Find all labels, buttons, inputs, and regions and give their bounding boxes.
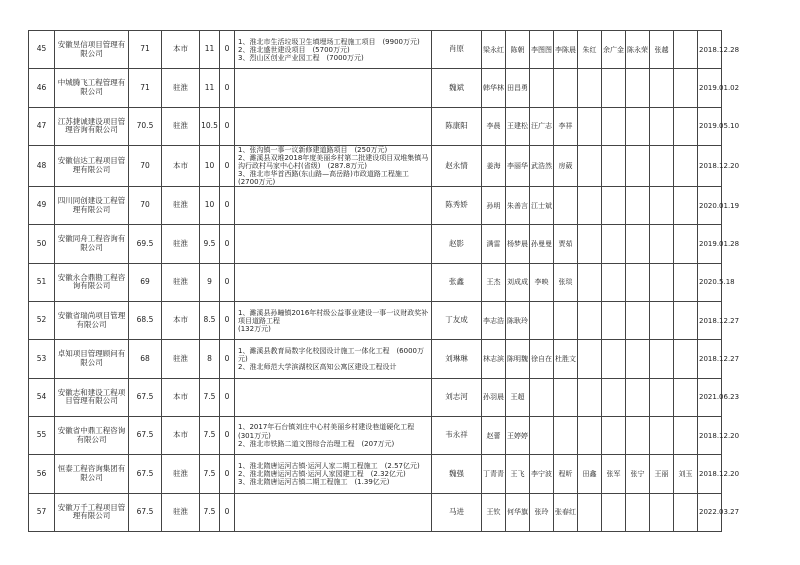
row-number: 49 bbox=[29, 187, 55, 225]
staff-name: 程昕 bbox=[554, 455, 578, 493]
project-list bbox=[235, 145, 432, 186]
staff-name bbox=[626, 145, 650, 186]
staff-name bbox=[578, 187, 602, 225]
staff-name bbox=[602, 69, 626, 107]
staff-name bbox=[578, 225, 602, 263]
project-list bbox=[235, 31, 432, 69]
project-item: 2、濉溪县双堆2018年度美丽乡村第二批建设项目双堆集镇马沟行政村马家中心村(省级) (287.8万元) bbox=[238, 153, 429, 170]
staff-name: 陈明魏 bbox=[506, 340, 530, 378]
table-row bbox=[29, 493, 774, 531]
staff-name bbox=[674, 187, 698, 225]
row-number: 52 bbox=[29, 302, 55, 340]
location: 本市 bbox=[162, 378, 200, 416]
project-manager: 肖原 bbox=[432, 31, 482, 69]
project-item: 1、濉溪县孙疃镇2016年村级公益事业建设一事一议财政奖补项目道路工程 bbox=[238, 308, 429, 325]
table-row bbox=[29, 69, 774, 107]
staff-name: 杜胜文 bbox=[554, 340, 578, 378]
staff-name bbox=[674, 145, 698, 186]
location: 驻淮 bbox=[162, 225, 200, 263]
staff-name: 汪广志 bbox=[530, 107, 554, 145]
staff-name: 李志浩 bbox=[482, 302, 506, 340]
project-manager: 赵影 bbox=[432, 225, 482, 263]
score-b: 0 bbox=[220, 378, 235, 416]
staff-name: 张越 bbox=[650, 31, 674, 69]
registration-date: 2018.12.27 bbox=[698, 302, 722, 340]
staff-name: 张玲 bbox=[530, 493, 554, 531]
staff-name bbox=[674, 263, 698, 301]
project-list bbox=[235, 302, 432, 340]
staff-name: 张军 bbox=[602, 455, 626, 493]
score-b: 0 bbox=[220, 107, 235, 145]
registration-date: 2020.01.19 bbox=[698, 187, 722, 225]
staff-name bbox=[650, 340, 674, 378]
project-item: 3、淮北市华首西路(东山路—高岳路)市政道路工程施工 (2700万元) bbox=[238, 170, 416, 187]
location: 本市 bbox=[162, 31, 200, 69]
staff-name bbox=[554, 187, 578, 225]
table-row bbox=[29, 225, 774, 263]
table-row bbox=[29, 302, 774, 340]
registration-date: 2019.01.28 bbox=[698, 225, 722, 263]
staff-name bbox=[578, 378, 602, 416]
staff-name bbox=[530, 69, 554, 107]
score: 67.5 bbox=[129, 378, 162, 416]
company-name: 卓知项目管理顾问有限公司 bbox=[55, 340, 129, 378]
staff-name bbox=[674, 302, 698, 340]
score-b: 0 bbox=[220, 455, 235, 493]
row-number: 47 bbox=[29, 107, 55, 145]
registration-date: 2018.12.20 bbox=[698, 416, 722, 454]
location: 驻淮 bbox=[162, 187, 200, 225]
staff-name bbox=[554, 69, 578, 107]
table-row bbox=[29, 416, 774, 454]
score-b: 0 bbox=[220, 302, 235, 340]
staff-name: 王婷婷 bbox=[506, 416, 530, 454]
staff-name bbox=[626, 69, 650, 107]
location: 驻淮 bbox=[162, 493, 200, 531]
registration-date: 2018.12.20 bbox=[698, 455, 722, 493]
score-a: 7.5 bbox=[200, 378, 220, 416]
staff-name: 江士斌 bbox=[530, 187, 554, 225]
staff-name: 孙羽晨 bbox=[482, 378, 506, 416]
staff-name: 林志滨 bbox=[482, 340, 506, 378]
score-b: 0 bbox=[220, 187, 235, 225]
row-number: 48 bbox=[29, 145, 55, 186]
staff-name bbox=[650, 302, 674, 340]
staff-name: 满雷 bbox=[482, 225, 506, 263]
score-b: 0 bbox=[220, 263, 235, 301]
staff-name: 陈耿玲 bbox=[506, 302, 530, 340]
registration-date: 2022.03.27 bbox=[698, 493, 722, 531]
staff-name bbox=[626, 493, 650, 531]
project-manager: 刘琳琳 bbox=[432, 340, 482, 378]
score-a: 10 bbox=[200, 145, 220, 186]
score-b: 0 bbox=[220, 416, 235, 454]
company-name: 江苏捷诚建设项目管理咨询有限公司 bbox=[55, 107, 129, 145]
location: 驻淮 bbox=[162, 107, 200, 145]
staff-name bbox=[626, 225, 650, 263]
project-item: (132万元) bbox=[238, 324, 271, 333]
staff-name: 李祥 bbox=[554, 107, 578, 145]
location: 本市 bbox=[162, 302, 200, 340]
staff-name bbox=[602, 378, 626, 416]
score: 68.5 bbox=[129, 302, 162, 340]
staff-name bbox=[602, 145, 626, 186]
staff-name bbox=[578, 107, 602, 145]
project-item: 3、烈山区创业产业园工程 (7000万元) bbox=[238, 53, 364, 62]
project-manager: 韦永祥 bbox=[432, 416, 482, 454]
staff-name: 何华旗 bbox=[506, 493, 530, 531]
row-number: 50 bbox=[29, 225, 55, 263]
project-list bbox=[235, 263, 432, 301]
staff-name bbox=[602, 187, 626, 225]
company-name: 安徽万千工程项目管理有限公司 bbox=[55, 493, 129, 531]
score-a: 7.5 bbox=[200, 416, 220, 454]
staff-name bbox=[602, 493, 626, 531]
company-name: 安徽省瑞尚项目管理有限公司 bbox=[55, 302, 129, 340]
project-list bbox=[235, 416, 432, 454]
score: 69 bbox=[129, 263, 162, 301]
staff-name bbox=[530, 378, 554, 416]
score-b: 0 bbox=[220, 493, 235, 531]
row-number: 53 bbox=[29, 340, 55, 378]
project-item: 1、淮北隋唐运河古镇·运河人家二期工程施工 (2.57亿元) bbox=[238, 461, 420, 470]
company-name: 安徽志和建设工程项目管理有限公司 bbox=[55, 378, 129, 416]
staff-name bbox=[578, 69, 602, 107]
table-row bbox=[29, 455, 774, 493]
company-name: 安徽永合鼎勘工程咨询有限公司 bbox=[55, 263, 129, 301]
score-b: 0 bbox=[220, 31, 235, 69]
score: 71 bbox=[129, 31, 162, 69]
score: 70 bbox=[129, 187, 162, 225]
score: 70.5 bbox=[129, 107, 162, 145]
staff-name: 王钦 bbox=[482, 493, 506, 531]
project-manager: 魏强 bbox=[432, 455, 482, 493]
score-a: 8.5 bbox=[200, 302, 220, 340]
staff-name: 张春红 bbox=[554, 493, 578, 531]
row-number: 57 bbox=[29, 493, 55, 531]
project-manager: 赵永情 bbox=[432, 145, 482, 186]
score-a: 9.5 bbox=[200, 225, 220, 263]
project-list bbox=[235, 493, 432, 531]
staff-name: 李陈晨 bbox=[554, 31, 578, 69]
score-b: 0 bbox=[220, 340, 235, 378]
summary-table bbox=[28, 30, 774, 532]
score-a: 7.5 bbox=[200, 493, 220, 531]
score: 68 bbox=[129, 340, 162, 378]
table-row bbox=[29, 145, 774, 186]
staff-name bbox=[626, 416, 650, 454]
staff-name: 杨梦晨 bbox=[506, 225, 530, 263]
project-manager: 丁友成 bbox=[432, 302, 482, 340]
row-number: 55 bbox=[29, 416, 55, 454]
staff-name: 赵蕾 bbox=[482, 416, 506, 454]
staff-name bbox=[554, 378, 578, 416]
staff-name bbox=[650, 187, 674, 225]
project-list bbox=[235, 187, 432, 225]
registration-date: 2021.06.23 bbox=[698, 378, 722, 416]
staff-name bbox=[650, 69, 674, 107]
staff-name bbox=[626, 187, 650, 225]
table-row bbox=[29, 31, 774, 69]
staff-name bbox=[578, 145, 602, 186]
project-list bbox=[235, 455, 432, 493]
staff-name: 李宁波 bbox=[530, 455, 554, 493]
staff-name: 朱善言 bbox=[506, 187, 530, 225]
project-item: 2、淮北市铁路二道文图综合治理工程 (207万元) bbox=[238, 439, 395, 448]
score: 67.5 bbox=[129, 416, 162, 454]
staff-name bbox=[650, 378, 674, 416]
project-manager: 刘志河 bbox=[432, 378, 482, 416]
table-row bbox=[29, 378, 774, 416]
staff-name: 张琰 bbox=[554, 263, 578, 301]
score: 71 bbox=[129, 69, 162, 107]
staff-name: 王超 bbox=[506, 378, 530, 416]
row-number: 45 bbox=[29, 31, 55, 69]
project-item: 3、淮北隋唐运河古镇二期工程施工 (1.39亿元) bbox=[238, 477, 390, 486]
staff-name bbox=[674, 416, 698, 454]
location: 驻淮 bbox=[162, 69, 200, 107]
staff-name bbox=[626, 340, 650, 378]
staff-name bbox=[602, 225, 626, 263]
staff-name: 姜海 bbox=[482, 145, 506, 186]
staff-name bbox=[530, 416, 554, 454]
table-row bbox=[29, 187, 774, 225]
company-name: 恒泰工程咨询集团有限公司 bbox=[55, 455, 129, 493]
score: 67.5 bbox=[129, 493, 162, 531]
staff-name bbox=[554, 302, 578, 340]
project-manager: 陈秀娇 bbox=[432, 187, 482, 225]
score-a: 8 bbox=[200, 340, 220, 378]
staff-name: 徐自在 bbox=[530, 340, 554, 378]
staff-name bbox=[674, 107, 698, 145]
registration-date: 2018.12.28 bbox=[698, 31, 722, 69]
staff-name: 李丽华 bbox=[506, 145, 530, 186]
location: 驻淮 bbox=[162, 340, 200, 378]
staff-name: 韩华林 bbox=[482, 69, 506, 107]
staff-name: 朱红 bbox=[578, 31, 602, 69]
company-name: 安徽同舟工程咨询有限公司 bbox=[55, 225, 129, 263]
staff-name: 王丽 bbox=[650, 455, 674, 493]
staff-name bbox=[674, 340, 698, 378]
staff-name bbox=[674, 31, 698, 69]
staff-name bbox=[626, 263, 650, 301]
project-item: 1、张沟镇一事一议新修建道路项目 (250万元) bbox=[238, 145, 388, 154]
registration-date: 2019.01.02 bbox=[698, 69, 722, 107]
staff-name: 李图图 bbox=[530, 31, 554, 69]
company-name: 安徽信达工程项目管理有限公司 bbox=[55, 145, 129, 186]
registration-date: 2018.12.20 bbox=[698, 145, 722, 186]
location: 驻淮 bbox=[162, 263, 200, 301]
staff-name: 武浩然 bbox=[530, 145, 554, 186]
staff-name bbox=[626, 107, 650, 145]
staff-name bbox=[602, 302, 626, 340]
score: 67.5 bbox=[129, 455, 162, 493]
project-item: 2、淮北师范大学滨湖校区高知公寓区建设工程设计 bbox=[238, 362, 397, 371]
staff-name bbox=[674, 493, 698, 531]
staff-name bbox=[602, 107, 626, 145]
staff-name bbox=[650, 416, 674, 454]
staff-name bbox=[602, 340, 626, 378]
row-number: 56 bbox=[29, 455, 55, 493]
score-a: 9 bbox=[200, 263, 220, 301]
table-row bbox=[29, 263, 774, 301]
score: 70 bbox=[129, 145, 162, 186]
project-manager: 张鑫 bbox=[432, 263, 482, 301]
project-item: 1、濉溪县教育局数字化校园设计施工一体化工程 (6000万元) bbox=[238, 346, 424, 363]
project-manager: 马进 bbox=[432, 493, 482, 531]
company-name: 中城腾飞工程管理有限公司 bbox=[55, 69, 129, 107]
staff-name bbox=[578, 302, 602, 340]
project-list bbox=[235, 107, 432, 145]
score-a: 11 bbox=[200, 69, 220, 107]
staff-name: 刘玉 bbox=[674, 455, 698, 493]
staff-name bbox=[650, 107, 674, 145]
staff-name: 李映 bbox=[530, 263, 554, 301]
staff-name: 房葳 bbox=[554, 145, 578, 186]
staff-name: 余广金 bbox=[602, 31, 626, 69]
staff-name: 孙明 bbox=[482, 187, 506, 225]
staff-name bbox=[578, 493, 602, 531]
registration-date: 2018.12.27 bbox=[698, 340, 722, 378]
staff-name: 李晨 bbox=[482, 107, 506, 145]
project-list bbox=[235, 69, 432, 107]
staff-name: 王杰 bbox=[482, 263, 506, 301]
staff-name: 王飞 bbox=[506, 455, 530, 493]
staff-name: 陈永荣 bbox=[626, 31, 650, 69]
staff-name: 田昌勇 bbox=[506, 69, 530, 107]
staff-name: 陈朝 bbox=[506, 31, 530, 69]
project-list bbox=[235, 225, 432, 263]
staff-name: 丁青青 bbox=[482, 455, 506, 493]
staff-name bbox=[674, 378, 698, 416]
staff-name: 王建松 bbox=[506, 107, 530, 145]
score-b: 0 bbox=[220, 69, 235, 107]
score-a: 10 bbox=[200, 187, 220, 225]
staff-name bbox=[674, 225, 698, 263]
score-a: 7.5 bbox=[200, 455, 220, 493]
staff-name: 梁永红 bbox=[482, 31, 506, 69]
staff-name bbox=[674, 69, 698, 107]
staff-name bbox=[602, 263, 626, 301]
score-a: 10.5 bbox=[200, 107, 220, 145]
staff-name: 张宁 bbox=[626, 455, 650, 493]
staff-name bbox=[578, 340, 602, 378]
project-item: 2、淮北盛世建设项目 (5700万元) bbox=[238, 45, 350, 54]
project-manager: 魏斌 bbox=[432, 69, 482, 107]
registration-date: 2020.5.18 bbox=[698, 263, 722, 301]
staff-name bbox=[554, 416, 578, 454]
staff-name: 孙曼曼 bbox=[530, 225, 554, 263]
registration-date: 2019.05.10 bbox=[698, 107, 722, 145]
company-name: 安徽省中鼎工程咨询有限公司 bbox=[55, 416, 129, 454]
staff-name bbox=[578, 263, 602, 301]
score: 69.5 bbox=[129, 225, 162, 263]
staff-name bbox=[650, 145, 674, 186]
project-manager: 陈康阳 bbox=[432, 107, 482, 145]
table-row bbox=[29, 107, 774, 145]
row-number: 51 bbox=[29, 263, 55, 301]
score-b: 0 bbox=[220, 225, 235, 263]
project-item: 1、2017年石台镇刘庄中心村美丽乡村建设巷道硬化工程 (301万元) bbox=[238, 423, 422, 440]
table-row bbox=[29, 340, 774, 378]
staff-name: 田鑫 bbox=[578, 455, 602, 493]
company-name: 四川同创建设工程管理有限公司 bbox=[55, 187, 129, 225]
row-number: 46 bbox=[29, 69, 55, 107]
staff-name bbox=[626, 302, 650, 340]
project-item: 2、淮北隋唐运河古镇·运河人家园建工程 (2.32亿元) bbox=[238, 469, 406, 478]
staff-name bbox=[602, 416, 626, 454]
company-name: 安徽昱信项目管理有限公司 bbox=[55, 31, 129, 69]
location: 本市 bbox=[162, 416, 200, 454]
staff-name bbox=[650, 493, 674, 531]
score-a: 11 bbox=[200, 31, 220, 69]
staff-name bbox=[530, 302, 554, 340]
project-item: 1、淮北市生活垃圾卫生填埋场工程施工项目 (9900万元) bbox=[238, 37, 420, 46]
staff-name bbox=[578, 416, 602, 454]
score-b: 0 bbox=[220, 145, 235, 186]
location: 本市 bbox=[162, 145, 200, 186]
staff-name: 贾茹 bbox=[554, 225, 578, 263]
project-list bbox=[235, 340, 432, 378]
staff-name bbox=[650, 263, 674, 301]
staff-name: 刘成成 bbox=[506, 263, 530, 301]
project-list bbox=[235, 378, 432, 416]
row-number: 54 bbox=[29, 378, 55, 416]
location: 驻淮 bbox=[162, 455, 200, 493]
staff-name bbox=[650, 225, 674, 263]
staff-name bbox=[626, 378, 650, 416]
